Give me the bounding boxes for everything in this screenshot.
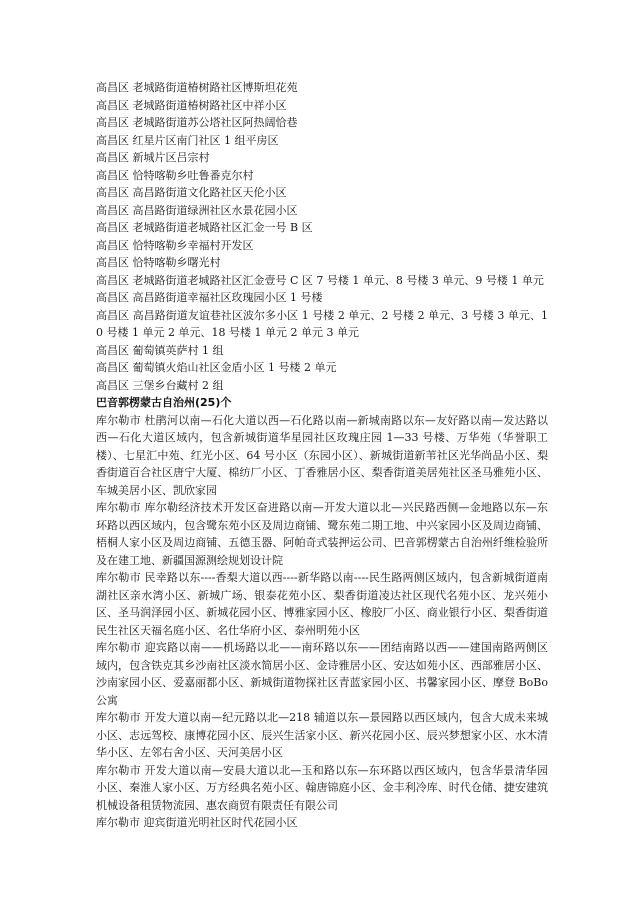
entry-line: 高昌区 高昌路街道幸福社区玫瑰园小区 1 号楼: [96, 291, 323, 304]
entry-paragraph: 库尔勒市 民幸路以东----香梨大道以西----新华路以南----民生路两侧区域内，包含新城街道南湖社区亲水湾小区、新城广场、银泰花苑小区、梨香街道凌达社区现代名苑小区、龙兴苑小区、圣马润泽园小区、新城花园小区、博雅家园小区、橡胶厂小区、商业银行小区、梨香街道民生社区天福名庭小区、名仕华府小区、泰州明苑小区: [96, 571, 548, 637]
entry-line: 高昌区 老城路街道椿树路社区博斯坦花苑: [96, 81, 298, 94]
entry-line: 高昌区 三堡乡台藏村 2 组: [96, 378, 224, 392]
entry-paragraph: 库尔勒市 库尔勒经济技术开发区奋进路以南—开发大道以北—兴民路西侧—金地路以东—东环路以西区域内，包含鹭东苑小区及周边商铺、鹭东苑二期工地、中兴家园小区及周边商铺、梧桐人家小区及周边商铺、五德玉器、阿帕奇式装押运公司、巴音郭楞蒙古自治州纤维检验所及在建工地、新疆国源测绘规划设计院: [96, 501, 548, 567]
document-page: [96, 79, 548, 832]
entry-line: 高昌区 葡萄镇火焰山社区金盾小区 1 号楼 2 单元: [96, 361, 337, 374]
entry-line: 高昌区 老城路街道苏公塔社区阿热阔恰巷: [96, 116, 298, 129]
entry-paragraph: 库尔勒市 杜鹃河以南—石化大道以西—石化路以南—新城南路以东—友好路以南—发达路以西—石化大道区域内，包含新城街道华星园社区玫瑰庄园 1—33 号楼、万华苑（华誉职工楼）、七星汇中苑、红光小区、64 号小区（东园小区）、新城街道新苇社区光华尚品小区、梨香街道百合社区唐宁大厦、棉纺厂小区、丁香雅居小区、梨香街道美居苑社区圣马雅苑小区、车城美居小区、凯欣家园: [96, 413, 548, 497]
entry-line: 高昌区 高昌路街道文化路社区天伦小区: [96, 186, 287, 199]
entry-line: 高昌区 恰特喀勒乡幸福村开发区: [96, 238, 254, 252]
entry-line: 高昌区 高昌路街道绿洲社区水景花园小区: [96, 203, 298, 217]
entry-paragraph: 库尔勒市 迎宾路以南——机场路以北——南环路以东——团结南路以西——建国南路两侧区域内，包含铁克其乡沙南社区淡水简居小区、金诗雅居小区、安达如苑小区、西部雅居小区、沙南家园小区、爱嘉丽都小区、新城街道物探社区青蓝家园小区、书馨家园小区、摩登 BoBo 公寓: [96, 641, 548, 707]
entry-line: 高昌区 新城片区吕宗村: [96, 151, 210, 164]
entry-line: 高昌区 恰特喀勒乡吐鲁番克尔村: [96, 168, 254, 182]
entry-paragraph: 库尔勒市 迎宾街道光明社区时代花园小区: [96, 816, 298, 829]
entry-line: 高昌区 红星片区南门社区 1 组平房区: [96, 133, 279, 147]
entry-line: 高昌区 老城路街道老城路社区汇金一号 B 区: [96, 221, 313, 234]
entry-line: 高昌区 葡萄镇英萨村 1 组: [96, 343, 224, 357]
entry-line: 高昌区 老城路街道椿树路社区中祥小区: [96, 98, 287, 112]
entry-line: 高昌区 高昌路街道友谊巷社区波尔多小区 1 号楼 2 单元、2 号楼 2 单元、3 号楼 3 单元、10 号楼 1 单元 2 单元、18 号楼 1 单元 2 单元 3 单元: [96, 308, 548, 339]
entry-paragraph: 库尔勒市 开发大道以南—纪元路以北—218 辅道以东—景园路以西区域内，包含大成未来城小区、志远驾校、康博花园小区、辰兴生活家小区、新兴花园小区、辰兴梦想家小区、水木清华小区、左邻右舍小区、天河美居小区: [96, 711, 548, 759]
entry-line: 高昌区 老城路街道老城路社区汇金壹号 C 区 7 号楼 1 单元、8 号楼 3 单元、9 号楼 1 单元: [96, 273, 544, 287]
entry-line: 高昌区 恰特喀勒乡曙光村: [96, 256, 221, 269]
entry-paragraph: 库尔勒市 开发大道以南—安晨大道以北—玉和路以东—东环路以西区域内，包含华景清华园小区、秦淮人家小区、万方经典名苑小区、翰唐锦庭小区、金丰利冷库、时代仓储、捷安建筑机械设备租赁物流园、惠农商贸有限责任有限公司: [96, 763, 548, 812]
section-heading: 巴音郭楞蒙古自治州(25)个: [96, 396, 232, 409]
